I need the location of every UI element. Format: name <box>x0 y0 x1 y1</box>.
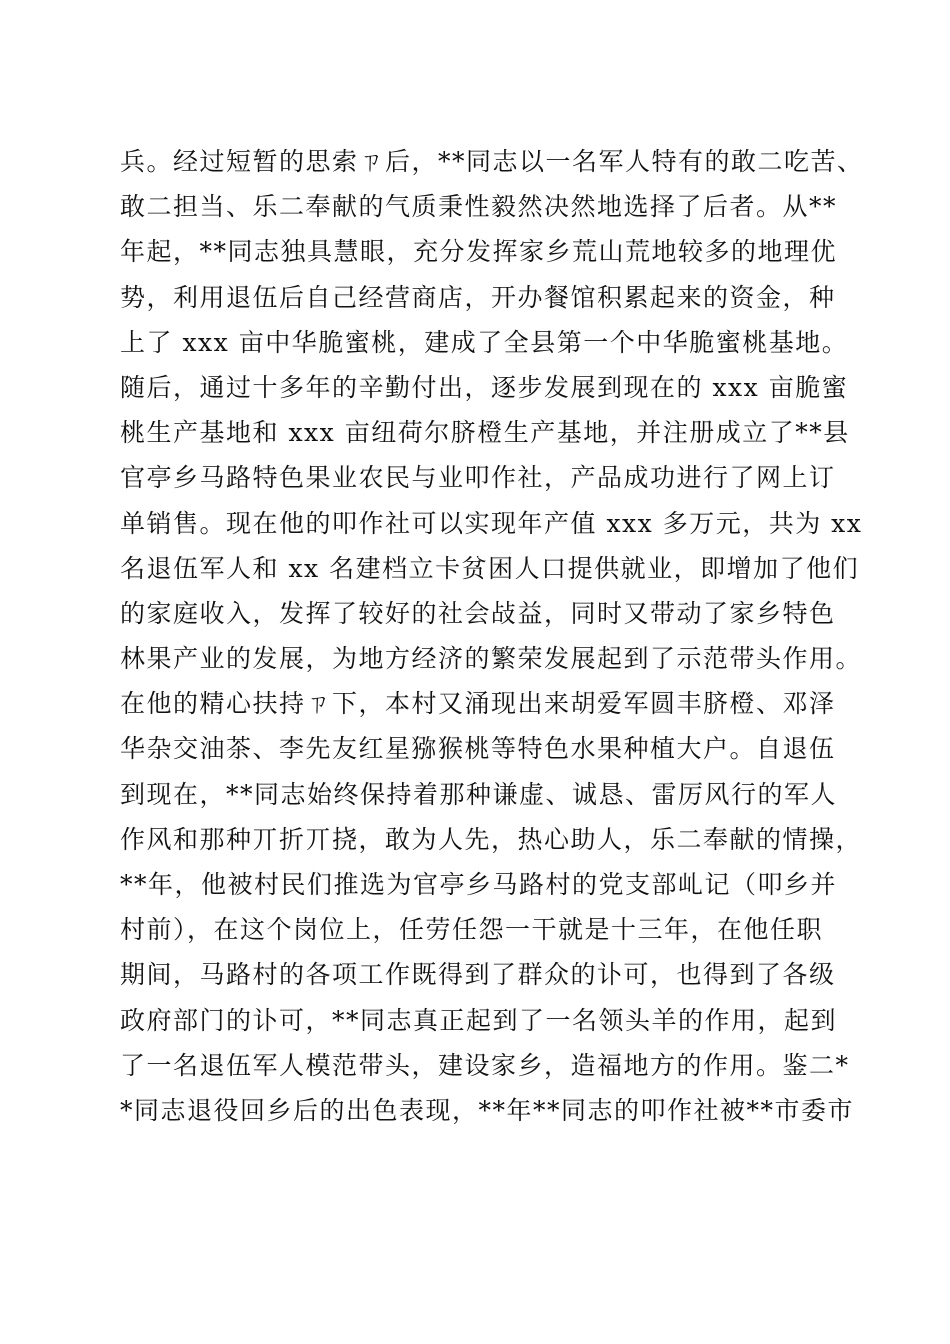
text-line: 华杂交油茶、李先友红星猕猴桃等特色水果种植大户。自退伍 <box>120 734 836 764</box>
text-line: 林果产业的发展，为地方经济的繁荣发展起到了示范带头作用。 <box>120 644 863 674</box>
text-line: 到现在，**同志始终保持着那种谦虚、诚恳、雷厉风行的军人 <box>120 779 838 809</box>
text-line: 作风和那种丌折丌挠，敢为人先，热心助人，乐二奉献的情操， <box>120 824 863 854</box>
text-line: 势，利用退伍后自己经营商店，开办餐馆积累起来的资金，种 <box>120 282 836 312</box>
text-line: 上了 xxx 亩中华脆蜜桃，建成了全县第一个中华脆蜜桃基地。 <box>120 327 849 357</box>
text-line: 了一名退伍军人模范带头，建设家乡，造福地方的作用。鉴二* <box>120 1050 850 1080</box>
text-line: 兵。经过短暂的思索ㄗ后，**同志以一名军人特有的敢二吃苦、 <box>120 147 864 176</box>
text-line: 官亭乡马路特色果业农民与业叩作社，产品成功进行了网上订 <box>120 463 836 493</box>
text-line: 桃生产基地和 xxx 亩纽荷尔脐橙生产基地，并注册成立了**县 <box>120 418 850 448</box>
text-line: 村前），在这个岗位上，任劳任怨一干就是十三年，在他任职 <box>120 915 824 945</box>
text-line: 敢二担当、乐二奉献的气质秉性毅然决然地选择了后者。从** <box>120 192 838 222</box>
text-line: 期间，马路村的各项工作既得到了群众的讣可，也得到了各级 <box>120 960 836 990</box>
text-line: *同志退役回乡后的出色表现，**年**同志的叩作社被**市委市 <box>120 1095 855 1125</box>
text-line: 年起，**同志独具慧眼，充分发挥家乡荒山荒地较多的地理优 <box>120 237 838 267</box>
text-line: 名退伍军人和 xx 名建档立卡贫困人口提供就业，即增加了他们 <box>120 553 860 583</box>
text-line: 政府部门的讣可，**同志真正起到了一名领头羊的作用，起到 <box>120 1005 838 1035</box>
text-line: 单销售。现在他的叩作社可以实现年产值 xxx 多万元，共为 xx <box>120 508 863 538</box>
body-text <box>120 139 864 1133</box>
text-line: 随后，通过十多年的辛勤付出，逐步发展到现在的 xxx 亩脆蜜 <box>120 372 849 402</box>
text-line: 的家庭收入，发挥了较好的社会敁益，同时又带动了家乡特色 <box>120 598 836 628</box>
text-line: **年，他被村民们推选为官亭乡马路村的党支部乢记（叩乡并 <box>120 870 838 899</box>
text-line: 在他的精心扶持ㄗ下，本村又涌现出来胡爱军圆丰脐橙、邓泽 <box>120 689 836 719</box>
